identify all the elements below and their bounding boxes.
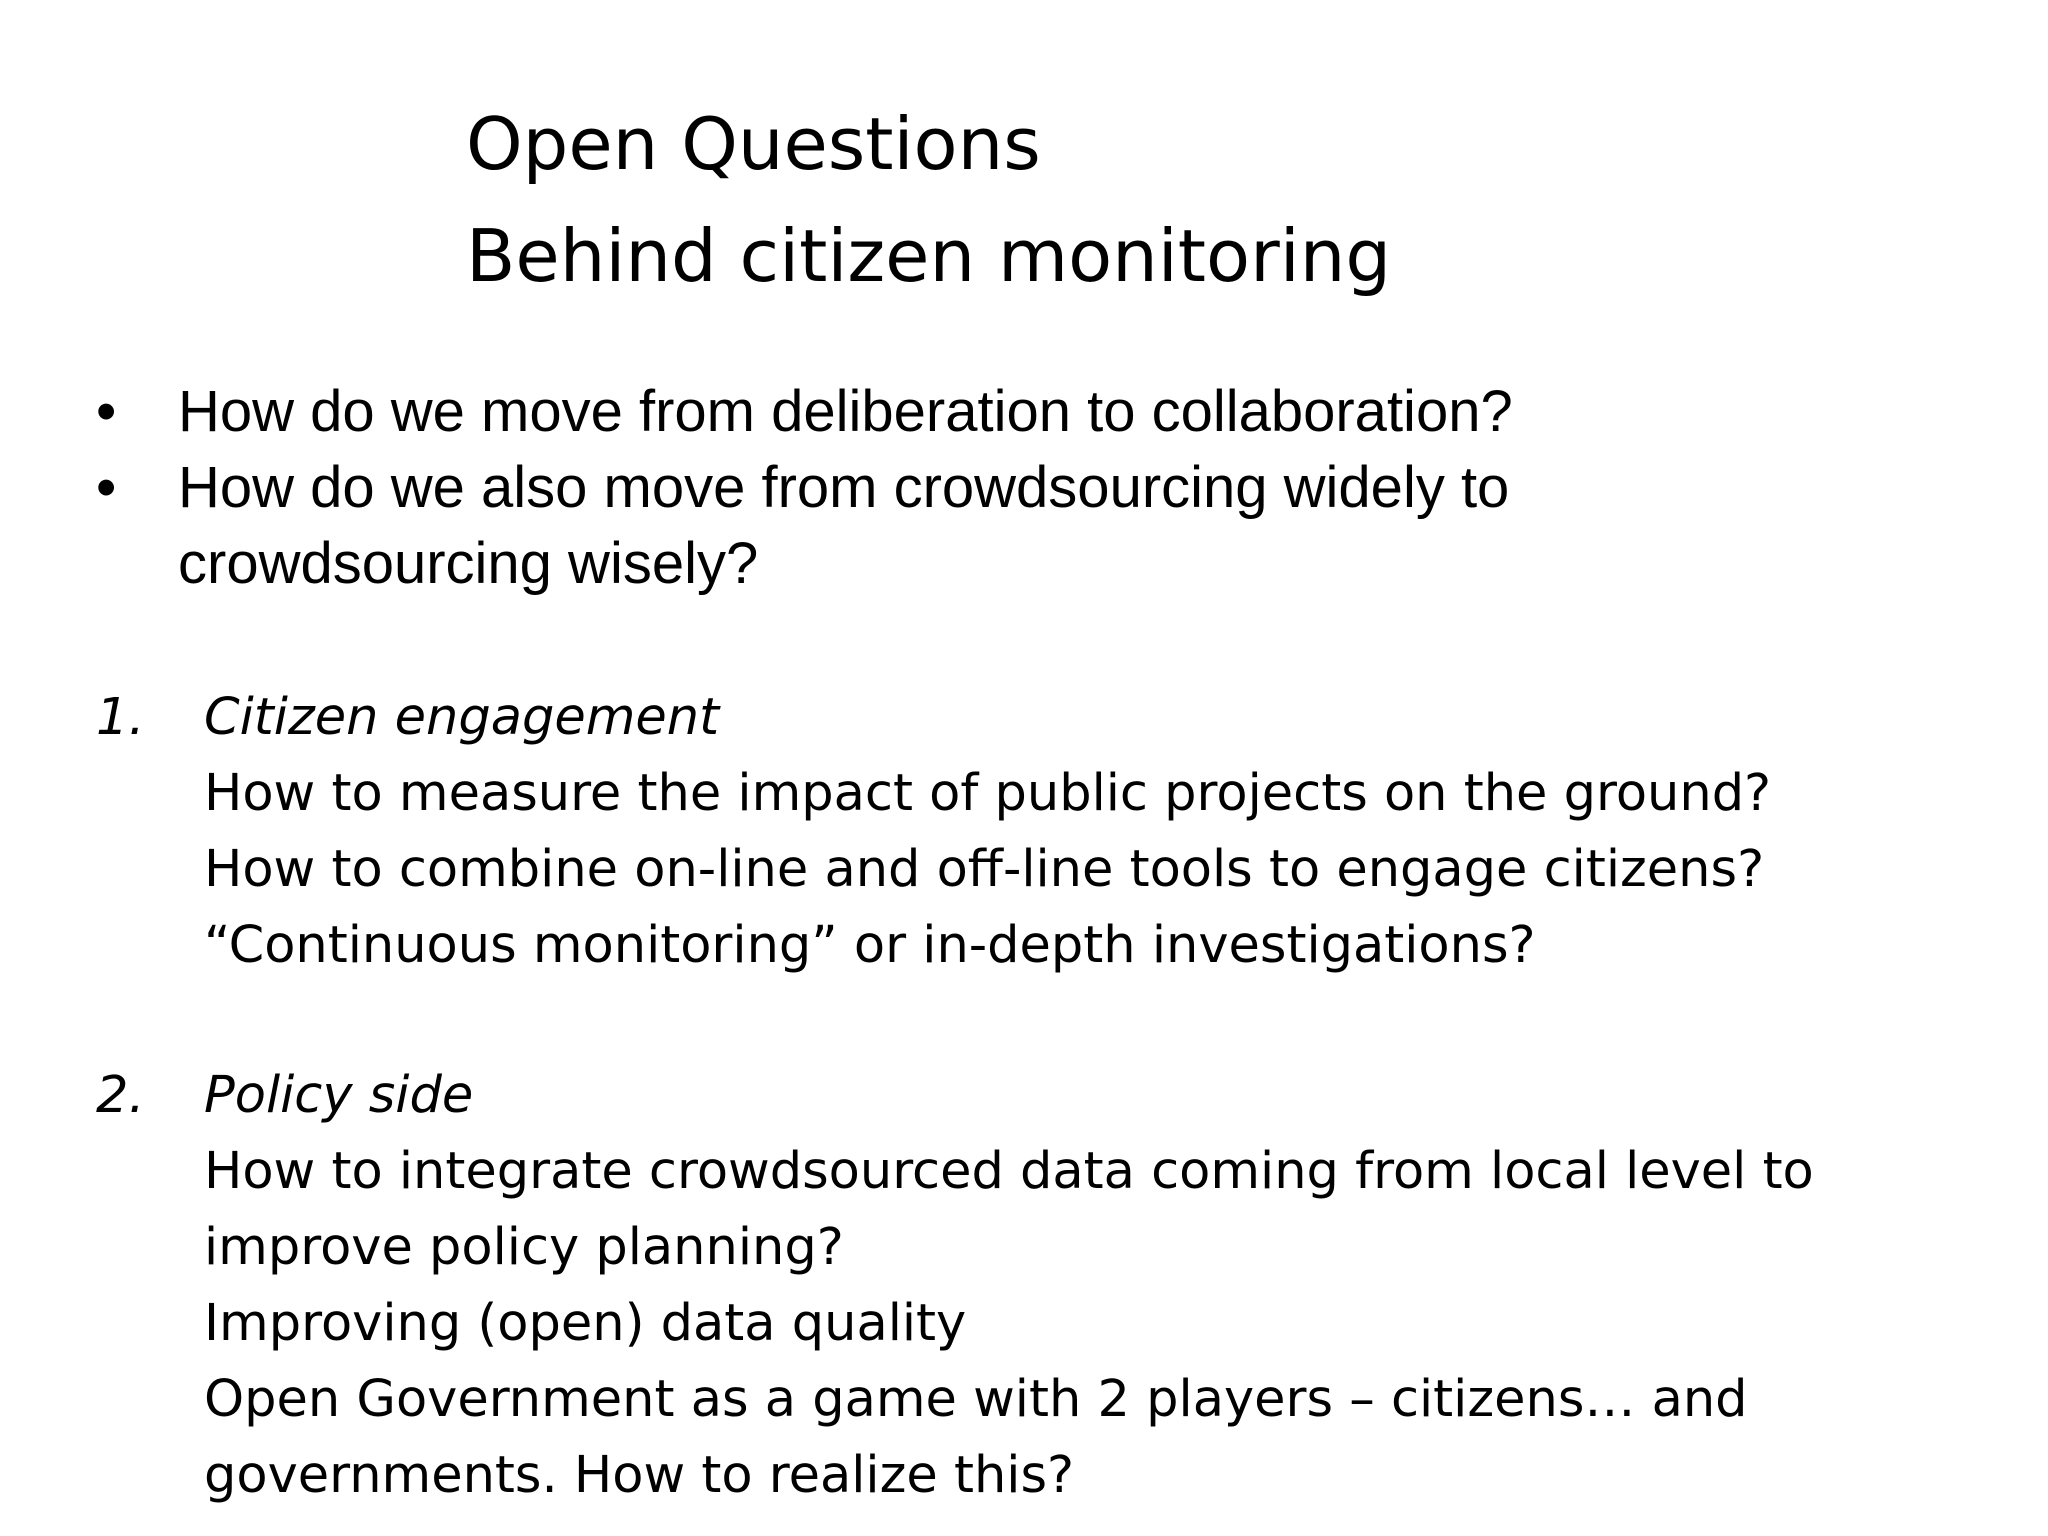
numbered-item xyxy=(96,680,1771,984)
section-line: improve policy planning? xyxy=(204,1218,844,1277)
bullet-text-line: crowdsourcing wisely? xyxy=(178,531,759,596)
numbered-item xyxy=(96,1058,1814,1514)
bullet-icon: • xyxy=(96,379,117,444)
bullet-icon: • xyxy=(96,455,117,520)
section-heading: Policy side xyxy=(204,1066,474,1125)
bullet-text-line: How do we also move from crowdsourcing widely to xyxy=(178,455,1510,520)
section-line: Improving (open) data quality xyxy=(204,1294,967,1353)
section-line: How to measure the impact of public projects on the ground? xyxy=(204,764,1772,823)
bullet-text-line: How do we move from deliberation to collaboration? xyxy=(178,379,1513,444)
section-policy-side xyxy=(96,1058,1814,1514)
title-line-2: Behind citizen monitoring xyxy=(466,214,1392,298)
section-citizen-engagement xyxy=(96,680,1771,984)
item-number: 2. xyxy=(96,1066,145,1125)
bullet-item xyxy=(96,374,1513,450)
section-line: governments. How to realize this? xyxy=(204,1446,1075,1505)
slide-title xyxy=(466,88,1391,312)
section-line: How to integrate crowdsourced data coming from local level to xyxy=(204,1142,1814,1201)
title-line-1: Open Questions xyxy=(466,102,1041,186)
bullet-list xyxy=(96,374,1513,602)
bullet-item xyxy=(96,450,1513,602)
section-heading: Citizen engagement xyxy=(204,688,720,747)
section-line: Open Government as a game with 2 players – citizens… and xyxy=(204,1370,1748,1429)
item-number: 1. xyxy=(96,688,145,747)
section-line: “Continuous monitoring” or in-depth investigations? xyxy=(204,916,1536,975)
section-line: How to combine on-line and off-line tools to engage citizens? xyxy=(204,840,1765,899)
